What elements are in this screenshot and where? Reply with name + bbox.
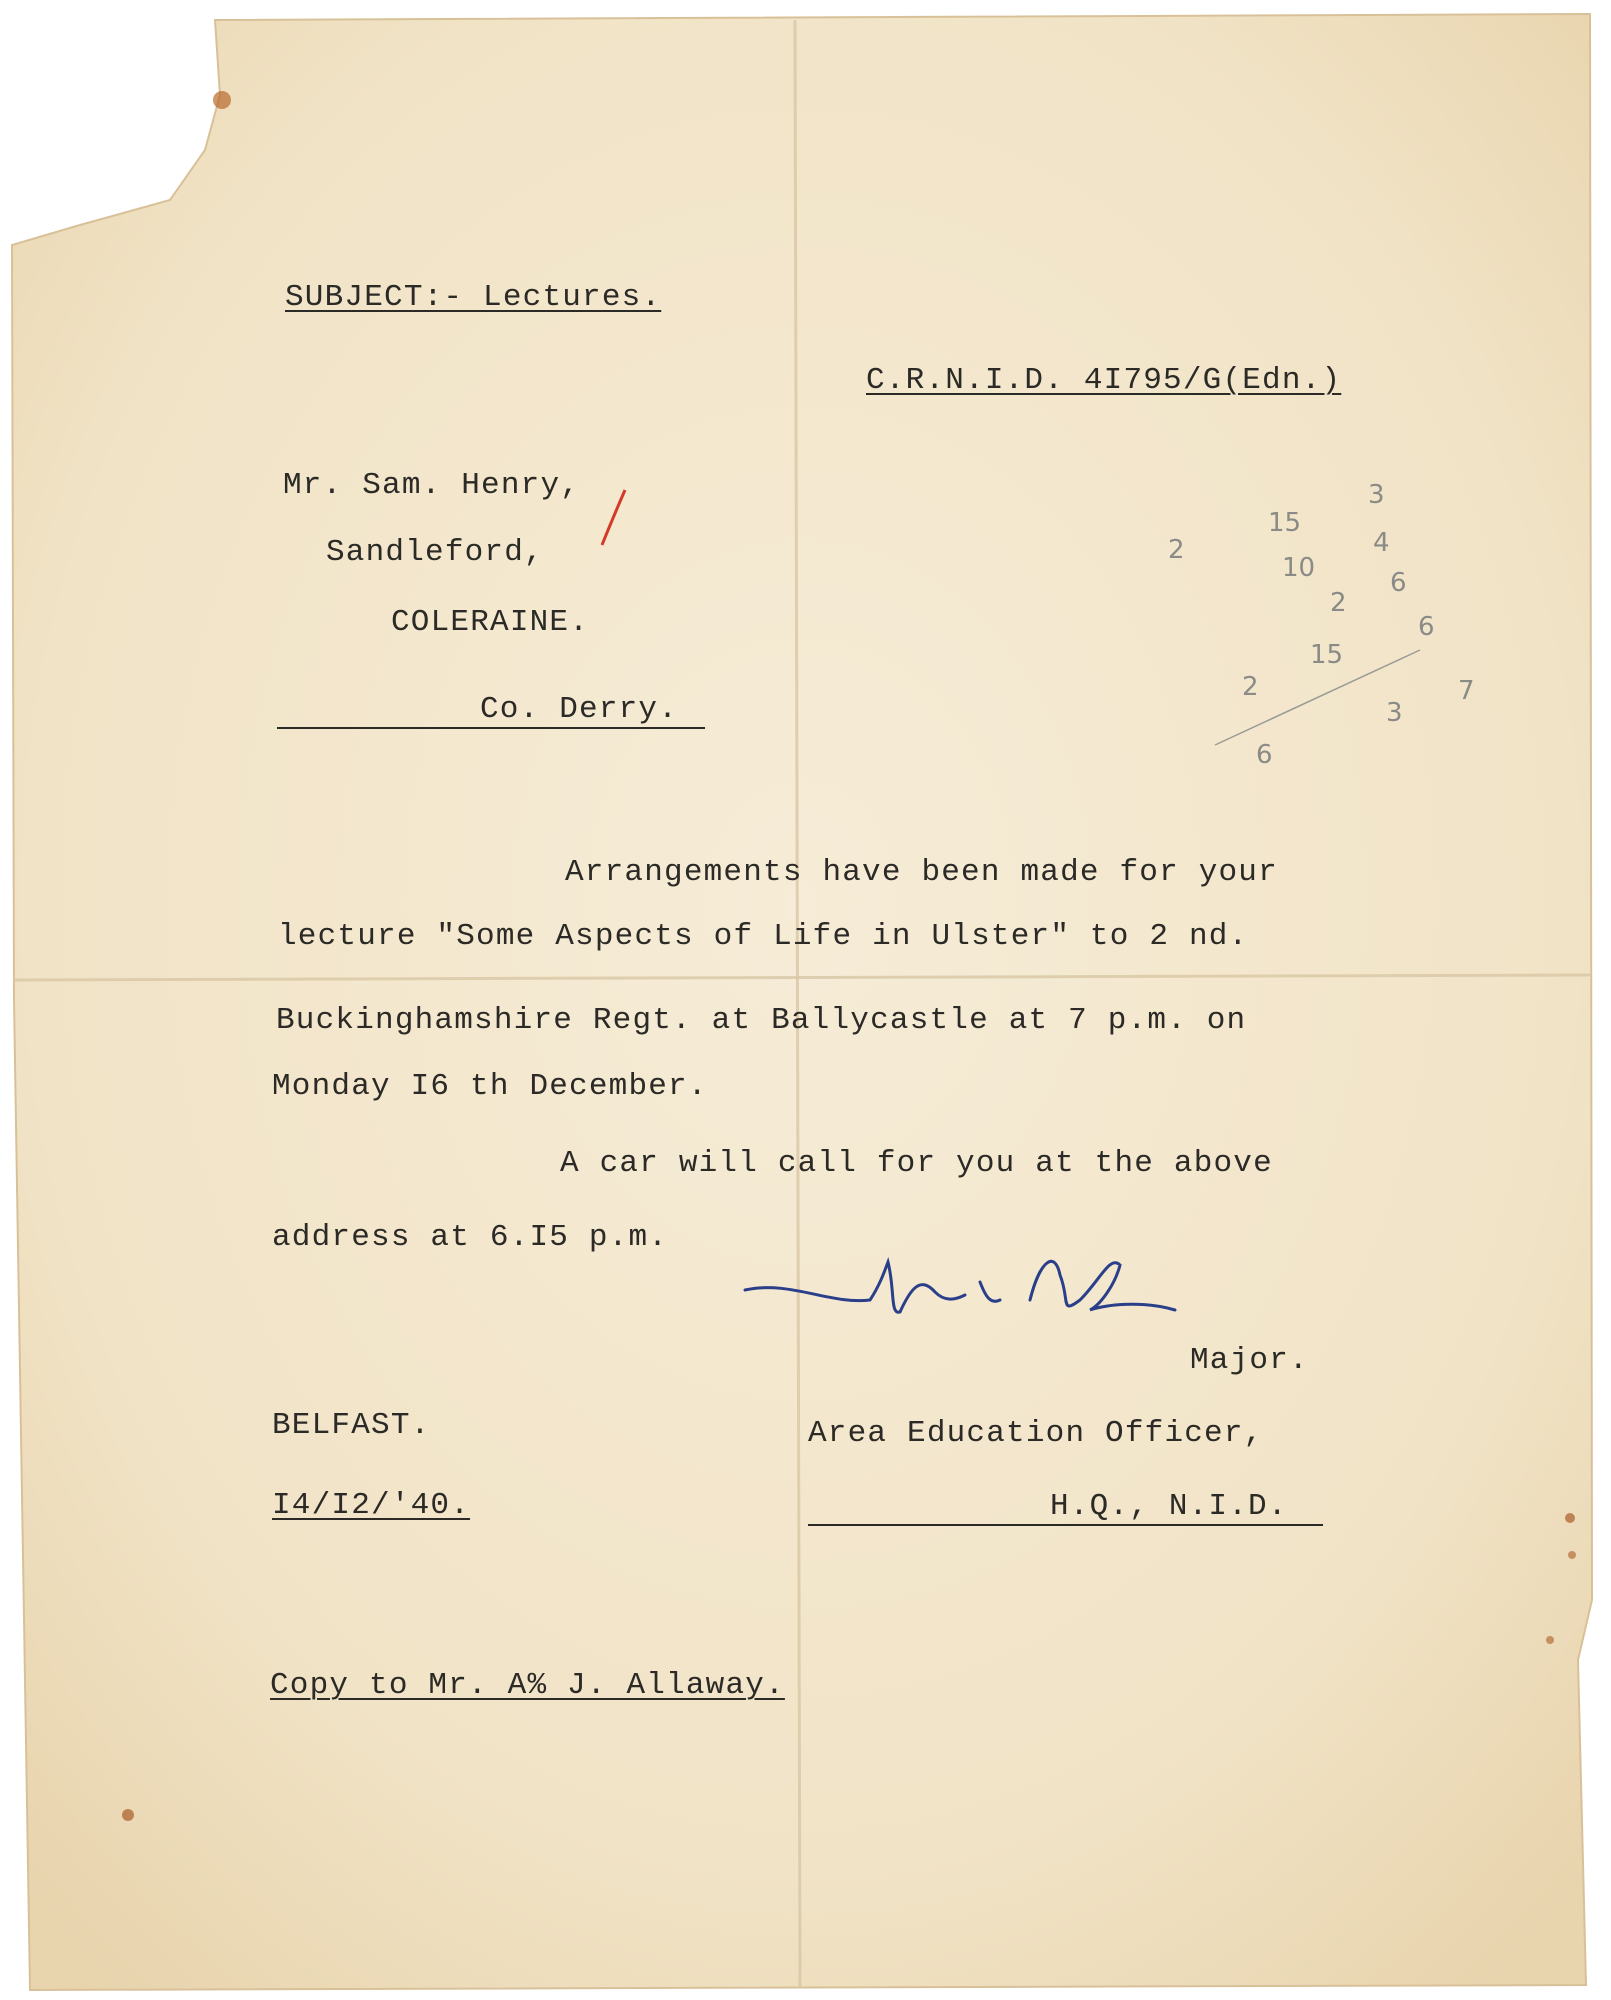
pencil-note: 6 <box>1256 740 1273 770</box>
address-town: COLERAINE. <box>391 605 590 640</box>
pencil-note: 15 <box>1310 640 1344 670</box>
pencil-note: 10 <box>1282 553 1316 583</box>
body-line-1: Arrangements have been made for your <box>565 855 1278 890</box>
reference-number: C.R.N.I.D. 4I795/G(Edn.) <box>866 363 1342 398</box>
signature-rank: Major. <box>1190 1343 1309 1378</box>
signature-unit: H.Q., N.I.D. <box>1050 1489 1288 1524</box>
pencil-note: 2 <box>1330 588 1347 618</box>
pencil-note: 2 <box>1242 672 1259 702</box>
address-house: Sandleford, <box>326 535 544 570</box>
pencil-note: 2 <box>1168 535 1185 565</box>
body-line-3: Buckinghamshire Regt. at Ballycastle at 7 p.m. on <box>276 1003 1247 1038</box>
pencil-note: 6 <box>1390 568 1407 598</box>
pencil-note: 4 <box>1373 528 1390 558</box>
body-line-6: address at 6.I5 p.m. <box>272 1220 669 1255</box>
pencil-note: 15 <box>1268 508 1302 538</box>
pencil-note: 6 <box>1418 612 1435 642</box>
body-line-5: A car will call for you at the above <box>560 1146 1273 1181</box>
address-underline <box>277 727 705 729</box>
pencil-note: 7 <box>1458 676 1475 706</box>
signature-title: Area Education Officer, <box>808 1416 1264 1451</box>
place: BELFAST. <box>272 1408 431 1443</box>
copy-to-line: Copy to Mr. A% J. Allaway. <box>270 1668 785 1703</box>
address-county: Co. Derry. <box>480 692 679 727</box>
address-name: Mr. Sam. Henry, <box>283 468 581 503</box>
body-line-4: Monday I6 th December. <box>272 1069 708 1104</box>
body-line-2: lecture "Some Aspects of Life in Ulster" to 2 nd. <box>278 919 1249 954</box>
subject-line: SUBJECT:- Lectures. <box>285 280 662 315</box>
date: I4/I2/'40. <box>272 1488 471 1523</box>
signature-underline <box>808 1524 1323 1526</box>
pencil-note: 3 <box>1386 698 1403 728</box>
pencil-note: 3 <box>1368 480 1385 510</box>
